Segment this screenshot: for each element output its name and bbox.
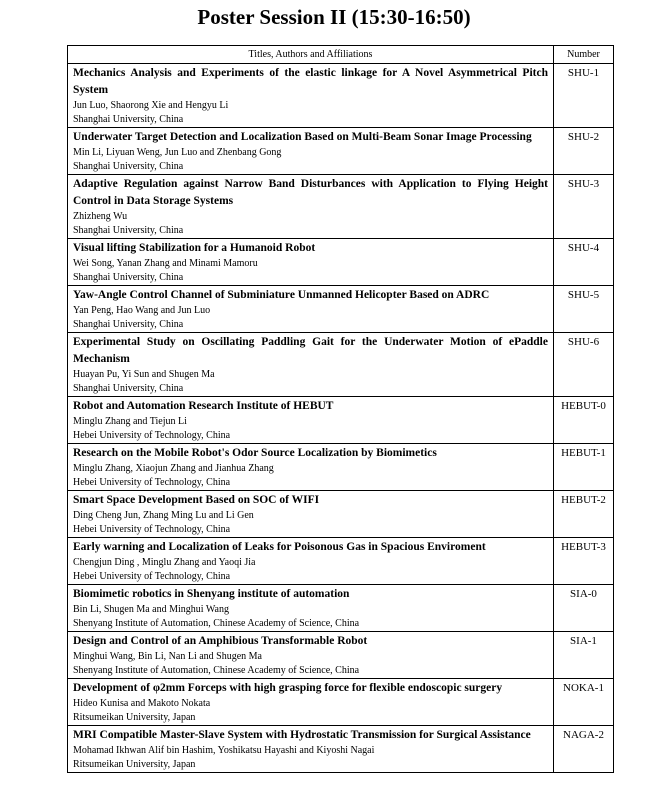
poster-number: HEBUT-2: [554, 491, 614, 538]
poster-number: HEBUT-3: [554, 538, 614, 585]
paper-title: Research on the Mobile Robot's Odor Source Localization by Biomimetics: [73, 447, 437, 459]
paper-title: Smart Space Development Based on SOC of WIFI: [73, 494, 320, 506]
paper-title: Design and Control of an Amphibious Transformable Robot: [73, 635, 368, 647]
paper-affiliation: Hebei University of Technology, China: [73, 571, 231, 582]
table-row: [68, 632, 614, 679]
paper-affiliation: Shanghai University, China: [73, 383, 184, 394]
paper-authors: Chengjun Ding , Minglu Zhang and Yaoqi Jia: [73, 557, 256, 568]
poster-number: NAGA-2: [554, 726, 614, 773]
paper-entry-cell: [68, 239, 554, 286]
column-header-titles: Titles, Authors and Affiliations: [68, 46, 554, 64]
paper-authors: Yan Peng, Hao Wang and Jun Luo: [73, 305, 211, 316]
table-row: [68, 491, 614, 538]
paper-entry-cell: [68, 64, 554, 128]
paper-title: Robot and Automation Research Institute of HEBUT: [73, 400, 334, 412]
table-header-row: [68, 46, 614, 64]
paper-affiliation: Shenyang Institute of Automation, Chinese Academy of Science, China: [73, 665, 360, 676]
paper-entry-cell: [68, 585, 554, 632]
poster-number: SIA-1: [554, 632, 614, 679]
paper-authors: Minglu Zhang, Xiaojun Zhang and Jianhua Zhang: [73, 463, 274, 474]
paper-authors: Jun Luo, Shaorong Xie and Hengyu Li: [73, 100, 229, 111]
poster-number: SHU-1: [554, 64, 614, 128]
paper-authors: Wei Song, Yanan Zhang and Minami Mamoru: [73, 258, 258, 269]
paper-authors: Mohamad Ikhwan Alif bin Hashim, Yoshikatsu Hayashi and Kiyoshi Nagai: [73, 745, 375, 756]
poster-schedule-table: [67, 45, 614, 773]
paper-authors: Minghui Wang, Bin Li, Nan Li and Shugen Ma: [73, 651, 262, 662]
table-row: [68, 397, 614, 444]
paper-affiliation: Hebei University of Technology, China: [73, 430, 231, 441]
poster-number: SIA-0: [554, 585, 614, 632]
paper-affiliation: Shanghai University, China: [73, 225, 184, 236]
poster-number: HEBUT-0: [554, 397, 614, 444]
paper-entry-cell: [68, 726, 554, 773]
paper-authors: Huayan Pu, Yi Sun and Shugen Ma: [73, 369, 215, 380]
paper-affiliation: Shenyang Institute of Automation, Chinese Academy of Science, China: [73, 618, 360, 629]
paper-entry-cell: [68, 397, 554, 444]
paper-title: Yaw-Angle Control Channel of Subminiature Unmanned Helicopter Based on ADRC: [73, 289, 490, 301]
paper-title: Adaptive Regulation against Narrow Band Disturbances with Application to Flying Height Control in Data Storage Systems: [73, 178, 548, 207]
table-row: [68, 239, 614, 286]
table-row: [68, 128, 614, 175]
paper-entry-cell: [68, 333, 554, 397]
table-row: [68, 286, 614, 333]
paper-affiliation: Hebei University of Technology, China: [73, 524, 231, 535]
table-row: [68, 585, 614, 632]
paper-affiliation: Shanghai University, China: [73, 161, 184, 172]
paper-authors: Ding Cheng Jun, Zhang Ming Lu and Li Gen: [73, 510, 254, 521]
paper-authors: Hideo Kunisa and Makoto Nokata: [73, 698, 211, 709]
paper-affiliation: Shanghai University, China: [73, 272, 184, 283]
paper-affiliation: Ritsumeikan University, Japan: [73, 712, 196, 723]
paper-title: MRI Compatible Master-Slave System with Hydrostatic Transmission for Surgical Assistance: [73, 729, 531, 741]
paper-title: Visual lifting Stabilization for a Humanoid Robot: [73, 242, 316, 254]
page-title: Poster Session II (15:30-16:50): [197, 5, 471, 29]
paper-entry-cell: [68, 286, 554, 333]
paper-entry-cell: [68, 444, 554, 491]
paper-title: Development of φ2mm Forceps with high grasping force for flexible endoscopic surgery: [73, 682, 503, 694]
paper-entry-cell: [68, 175, 554, 239]
column-header-number: Number: [554, 46, 614, 64]
paper-entry-cell: [68, 491, 554, 538]
paper-authors: Minglu Zhang and Tiejun Li: [73, 416, 187, 427]
table-row: [68, 64, 614, 128]
poster-number: SHU-5: [554, 286, 614, 333]
paper-authors: Bin Li, Shugen Ma and Minghui Wang: [73, 604, 229, 615]
paper-affiliation: Ritsumeikan University, Japan: [73, 759, 196, 770]
poster-number: NOKA-1: [554, 679, 614, 726]
paper-affiliation: Hebei University of Technology, China: [73, 477, 231, 488]
table-row: [68, 679, 614, 726]
poster-number: SHU-3: [554, 175, 614, 239]
poster-number: SHU-2: [554, 128, 614, 175]
paper-affiliation: Shanghai University, China: [73, 114, 184, 125]
paper-affiliation: Shanghai University, China: [73, 319, 184, 330]
paper-entry-cell: [68, 632, 554, 679]
poster-number: SHU-4: [554, 239, 614, 286]
table-row: [68, 538, 614, 585]
table-row: [68, 444, 614, 491]
paper-authors: Zhizheng Wu: [73, 211, 128, 222]
paper-authors: Min Li, Liyuan Weng, Jun Luo and Zhenbang Gong: [73, 147, 282, 158]
poster-number: HEBUT-1: [554, 444, 614, 491]
paper-entry-cell: [68, 679, 554, 726]
paper-entry-cell: [68, 128, 554, 175]
paper-title: Underwater Target Detection and Localization Based on Multi-Beam Sonar Image Processing: [73, 131, 532, 143]
paper-title: Experimental Study on Oscillating Paddling Gait for the Underwater Motion of ePaddle Mechanism: [73, 336, 548, 365]
paper-entry-cell: [68, 538, 554, 585]
paper-title: Biomimetic robotics in Shenyang institute of automation: [73, 588, 350, 600]
table-row: [68, 726, 614, 773]
table-row: [68, 333, 614, 397]
poster-number: SHU-6: [554, 333, 614, 397]
paper-title: Early warning and Localization of Leaks for Poisonous Gas in Spacious Enviroment: [73, 541, 486, 553]
table-row: [68, 175, 614, 239]
paper-title: Mechanics Analysis and Experiments of the elastic linkage for A Novel Asymmetrical Pitch System: [73, 67, 548, 96]
